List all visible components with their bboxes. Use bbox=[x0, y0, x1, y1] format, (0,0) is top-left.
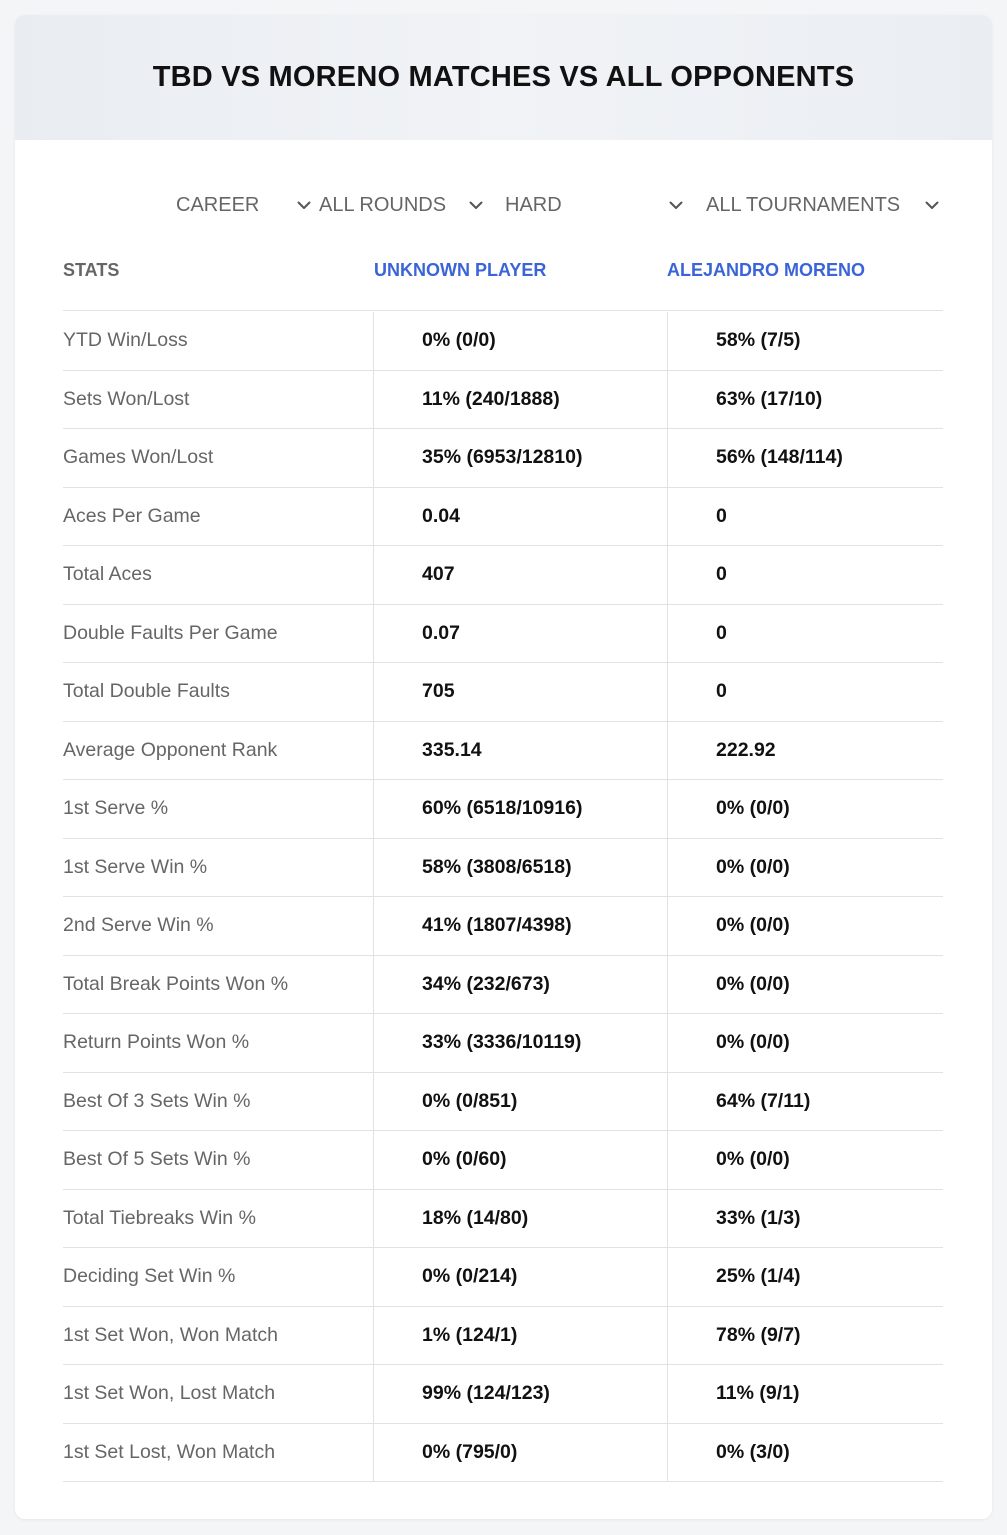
stat-label: Total Tiebreaks Win % bbox=[63, 1206, 256, 1229]
stat-label: 1st Serve % bbox=[63, 797, 169, 820]
filter-tournament-value: ALL TOURNAMENTS bbox=[706, 193, 901, 216]
player2-value: 25% (1/4) bbox=[667, 1248, 943, 1306]
player1-value: 35% (6953/12810) bbox=[373, 429, 667, 487]
filter-period-select[interactable] bbox=[176, 190, 326, 220]
stat-label: Aces Per Game bbox=[63, 504, 201, 527]
player1-value: 11% (240/1888) bbox=[373, 371, 667, 429]
table-row bbox=[63, 312, 943, 371]
player2-value: 0% (3/0) bbox=[667, 1424, 943, 1482]
player2-value: 0 bbox=[667, 605, 943, 663]
filter-surface-select[interactable] bbox=[505, 190, 685, 220]
table-row bbox=[63, 546, 943, 605]
table-row bbox=[63, 1190, 943, 1249]
player1-value: 0% (0/0) bbox=[373, 312, 667, 370]
table-row bbox=[63, 1307, 943, 1366]
table-row bbox=[63, 605, 943, 664]
player1-value: 60% (6518/10916) bbox=[373, 780, 667, 838]
stat-label: 1st Serve Win % bbox=[63, 855, 208, 878]
chevron-down-icon bbox=[296, 190, 312, 220]
stat-label: 2nd Serve Win % bbox=[63, 914, 214, 937]
player1-value: 0.04 bbox=[373, 488, 667, 546]
player2-value: 0 bbox=[667, 663, 943, 721]
stat-label: Deciding Set Win % bbox=[63, 1265, 236, 1288]
player1-column-header[interactable]: UNKNOWN PLAYER bbox=[374, 260, 547, 280]
stat-label: Best Of 3 Sets Win % bbox=[63, 1089, 251, 1112]
player1-value: 407 bbox=[373, 546, 667, 604]
stats-card bbox=[15, 15, 992, 1519]
filter-bar bbox=[15, 190, 992, 220]
stat-label: Total Break Points Won % bbox=[63, 972, 289, 995]
table-row bbox=[63, 897, 943, 956]
table-row bbox=[63, 371, 943, 430]
stat-label: 1st Set Lost, Won Match bbox=[63, 1440, 276, 1463]
table-row bbox=[63, 1424, 943, 1483]
chevron-down-icon bbox=[924, 190, 940, 220]
player2-value: 64% (7/11) bbox=[667, 1073, 943, 1131]
player2-value: 58% (7/5) bbox=[667, 312, 943, 370]
card-header bbox=[15, 15, 992, 140]
player2-value: 11% (9/1) bbox=[667, 1365, 943, 1423]
player2-value: 0% (0/0) bbox=[667, 839, 943, 897]
table-row bbox=[63, 722, 943, 781]
stats-table-body bbox=[63, 312, 943, 1482]
table-row bbox=[63, 1014, 943, 1073]
stat-label: 1st Set Won, Won Match bbox=[63, 1323, 278, 1346]
stat-label: Total Double Faults bbox=[63, 680, 230, 703]
player2-value: 0 bbox=[667, 488, 943, 546]
player1-value: 335.14 bbox=[373, 722, 667, 780]
player1-value: 18% (14/80) bbox=[373, 1190, 667, 1248]
table-row bbox=[63, 839, 943, 898]
player2-value: 0% (0/0) bbox=[667, 1131, 943, 1189]
player1-value: 1% (124/1) bbox=[373, 1307, 667, 1365]
player2-value: 63% (17/10) bbox=[667, 371, 943, 429]
player1-value: 33% (3336/10119) bbox=[373, 1014, 667, 1072]
player1-value: 41% (1807/4398) bbox=[373, 897, 667, 955]
table-row bbox=[63, 488, 943, 547]
table-row bbox=[63, 780, 943, 839]
player2-column-header[interactable]: ALEJANDRO MORENO bbox=[667, 260, 866, 280]
filter-surface-value: HARD bbox=[505, 193, 562, 216]
table-row bbox=[63, 1131, 943, 1190]
player2-value: 222.92 bbox=[667, 722, 943, 780]
chevron-down-icon bbox=[668, 190, 684, 220]
player2-value: 78% (9/7) bbox=[667, 1307, 943, 1365]
player2-value: 33% (1/3) bbox=[667, 1190, 943, 1248]
stat-label: YTD Win/Loss bbox=[63, 329, 188, 352]
stat-label: Sets Won/Lost bbox=[63, 387, 190, 410]
stat-label: Double Faults Per Game bbox=[63, 621, 278, 644]
page-title: TBD VS MORENO MATCHES VS ALL OPPONENTS bbox=[152, 61, 855, 93]
player1-value: 0% (795/0) bbox=[373, 1424, 667, 1482]
chevron-down-icon bbox=[468, 190, 484, 220]
player1-value: 0.07 bbox=[373, 605, 667, 663]
stat-label: Average Opponent Rank bbox=[63, 738, 278, 761]
table-header bbox=[63, 255, 943, 311]
table-row bbox=[63, 1365, 943, 1424]
stat-label: 1st Set Won, Lost Match bbox=[63, 1382, 276, 1405]
table-row bbox=[63, 429, 943, 488]
table-row bbox=[63, 1248, 943, 1307]
stats-column-header: STATS bbox=[63, 260, 120, 280]
player2-value: 0% (0/0) bbox=[667, 897, 943, 955]
stat-label: Games Won/Lost bbox=[63, 446, 214, 469]
table-row bbox=[63, 1073, 943, 1132]
player1-value: 0% (0/60) bbox=[373, 1131, 667, 1189]
player2-value: 0% (0/0) bbox=[667, 1014, 943, 1072]
stat-label: Best Of 5 Sets Win % bbox=[63, 1148, 251, 1171]
filter-period-value: CAREER bbox=[176, 193, 260, 216]
player2-value: 0 bbox=[667, 546, 943, 604]
player1-value: 705 bbox=[373, 663, 667, 721]
player1-value: 34% (232/673) bbox=[373, 956, 667, 1014]
filter-round-select[interactable] bbox=[319, 190, 489, 220]
player1-value: 0% (0/214) bbox=[373, 1248, 667, 1306]
stat-label: Return Points Won % bbox=[63, 1031, 250, 1054]
player2-value: 0% (0/0) bbox=[667, 780, 943, 838]
filter-tournament-select[interactable] bbox=[706, 190, 946, 220]
player1-value: 58% (3808/6518) bbox=[373, 839, 667, 897]
table-row bbox=[63, 956, 943, 1015]
table-row bbox=[63, 663, 943, 722]
stat-label: Total Aces bbox=[63, 563, 152, 586]
player2-value: 56% (148/114) bbox=[667, 429, 943, 487]
player2-value: 0% (0/0) bbox=[667, 956, 943, 1014]
filter-round-value: ALL ROUNDS bbox=[319, 193, 447, 216]
player1-value: 0% (0/851) bbox=[373, 1073, 667, 1131]
player1-value: 99% (124/123) bbox=[373, 1365, 667, 1423]
